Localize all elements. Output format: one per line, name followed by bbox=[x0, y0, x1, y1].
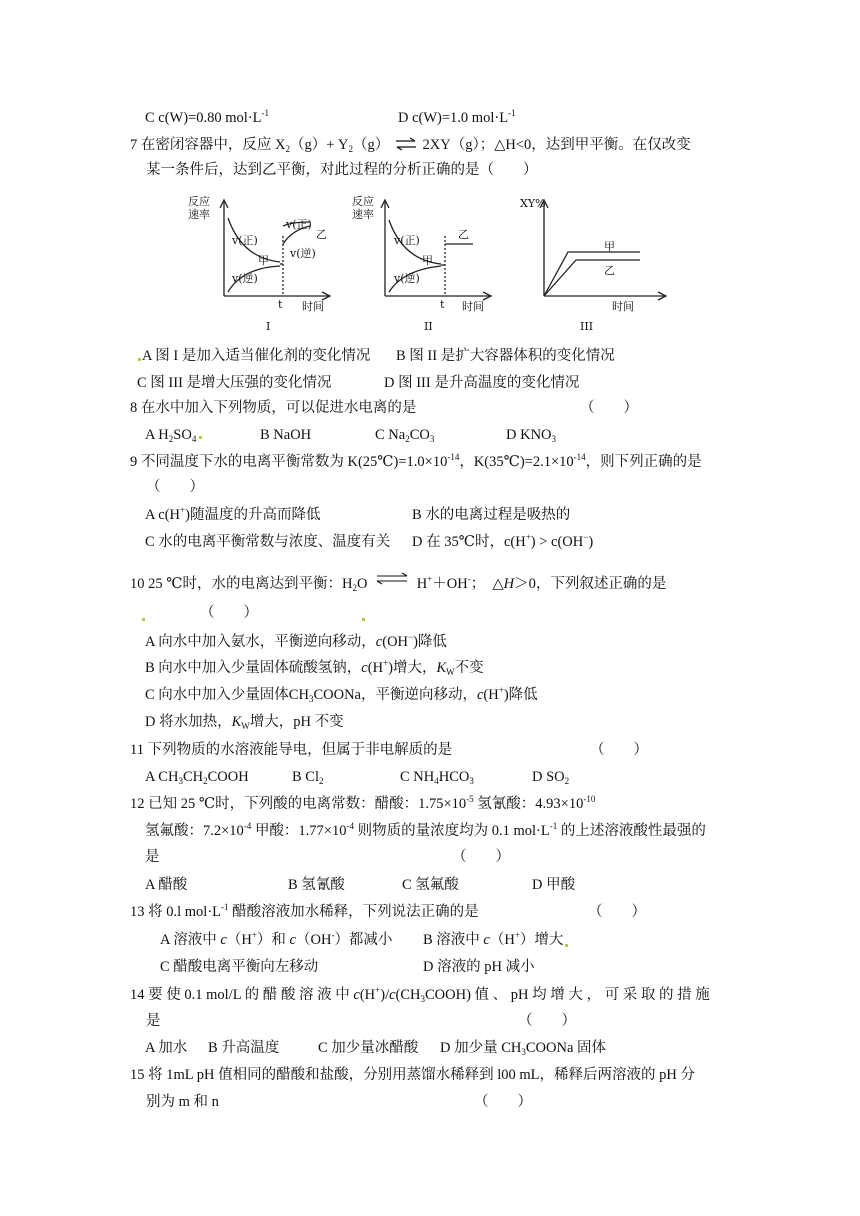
q11-answer-paren: （ ） bbox=[590, 742, 648, 758]
fig1-curve-label: v(正) bbox=[286, 218, 312, 231]
q7-option-d: D 图 III 是升高温度的变化情况 bbox=[384, 375, 580, 391]
fig2-curve-label: v(逆) bbox=[394, 272, 420, 285]
q15-stem-line2: 别为 m 和 n bbox=[146, 1094, 219, 1110]
scan-dot bbox=[138, 358, 141, 361]
q7-figure-3 bbox=[520, 196, 670, 336]
q12-option-a: A 醋酸 bbox=[145, 877, 188, 893]
q11-option-b: B $Cl_2$ bbox=[292, 769, 324, 786]
fig3-label: III bbox=[580, 320, 594, 333]
fig3-xlabel: 时间 bbox=[612, 300, 634, 313]
q7-option-c: C 图 III 是增大压强的变化情况 bbox=[137, 375, 332, 391]
q10-option-b: B 向水中加入少量固体硫酸氢钠，c(H+)增大，$K_W$不变 bbox=[145, 658, 484, 677]
q14-option-a: A 加水 bbox=[145, 1040, 188, 1056]
q11-option-c: C $NH_4HCO_3$ bbox=[400, 769, 474, 786]
fig3-state-jia: 甲 bbox=[604, 240, 615, 253]
q14-option-d: D 加少量 $CH_3COONa$ 固体 bbox=[440, 1040, 607, 1057]
q6-option-c: C c(W)=0.80 $mol\cdot L^{-1}$ bbox=[145, 108, 269, 126]
q8-stem: 8 在水中加入下列物质，可以促进水电离的是 bbox=[130, 400, 417, 416]
q6-option-d: D c(W)=1.0 $mol\cdot L^{-1}$ bbox=[398, 108, 516, 126]
q14-option-b: B 升高温度 bbox=[208, 1040, 280, 1056]
q8-option-c: C $Na_2CO_3$ bbox=[375, 427, 435, 444]
q10-option-c: C 向水中加入少量固体$CH_3COONa$，平衡逆向移动，c(H+)降低 bbox=[145, 685, 538, 704]
fig2-state-jia: 甲 bbox=[422, 254, 433, 267]
q12-stem-line2: 氢氟酸：$7.2\times 10^{-4}$ 甲酸：$1.77\times 10^{-4}$ 则物质的量浓度均为 0.1 $mol\cdot L^{-1}$ 的上述溶液酸性最强的 bbox=[145, 821, 706, 839]
fig3-state-yi: 乙 bbox=[604, 264, 615, 277]
q15-answer-paren: （ ） bbox=[474, 1094, 532, 1110]
q9-option-a: A c(H+)随温度的升高而降低 bbox=[145, 505, 321, 523]
q7-option-a: A 图 I 是加入适当催化剂的变化情况 bbox=[142, 348, 371, 364]
q8-option-b: B NaOH bbox=[260, 427, 312, 443]
q13-option-d: D 溶液的 pH 减小 bbox=[423, 959, 535, 975]
q12-stem-line1: 12 已知 25 ℃时，下列酸的电离常数：醋酸：$1.75\times 10^{-5}$ 氢氰酸：$4.93\times 10^{-10}$ bbox=[130, 794, 596, 812]
fig1-xlabel: 时间 bbox=[302, 300, 324, 313]
fig1-ylabel-1: 反应 bbox=[188, 195, 210, 208]
q9-option-d: D 在 35℃时，c(H+) > c(OH−) bbox=[412, 532, 594, 550]
q9-answer-paren: （ ） bbox=[146, 479, 204, 495]
q12-answer-paren: （ ） bbox=[452, 849, 510, 865]
q8-answer-paren: （ ） bbox=[580, 400, 638, 416]
q14-stem-line1: 14 要 使 0.1 mol/L 的 醋 酸 溶 液 中 $c(H^+)/c(CH_3COOH)$ 值 、 pH 均 增 大 ， 可 采 取 的 措 施 bbox=[130, 985, 710, 1004]
q7-stem-line2: 某一条件后，达到乙平衡，对此过程的分析正确的是（ ） bbox=[146, 162, 538, 178]
q9-stem: 9 不同温度下水的电离平衡常数为 $K(25℃)=1.0\times 10^{-14}$，$K(35℃)=2.1\times 10^{-14}$，则下列正确的是 bbox=[130, 452, 702, 470]
q9-option-b: B 水的电离过程是吸热的 bbox=[412, 507, 571, 523]
fig1-t-mark: t bbox=[278, 298, 283, 311]
q11-option-d: D $SO_2$ bbox=[532, 769, 570, 786]
q13-option-c: C 醋酸电离平衡向左移动 bbox=[160, 959, 319, 975]
q11-option-a: A $CH_3CH_2COOH$ bbox=[145, 769, 249, 786]
fig2-xlabel: 时间 bbox=[462, 300, 484, 313]
fig2-state-yi: 乙 bbox=[458, 228, 469, 241]
q13-option-a: A 溶液中 c（H+）和 c（OH-）都减小 bbox=[160, 930, 393, 948]
fig3-curve-jia bbox=[544, 252, 640, 296]
scan-dot bbox=[199, 436, 202, 439]
fig1-ylabel-2: 速率 bbox=[188, 208, 210, 221]
q7-stem-line1: 7 在密闭容器中，反应 $X_2(g)+ Y_2(g)$ 2XY（g）；△H<0，达到甲平衡。在仅改变 bbox=[130, 137, 691, 154]
q8-option-d: D $KNO_3$ bbox=[506, 427, 557, 444]
equilibrium-arrow-icon bbox=[395, 137, 417, 151]
q7-option-b: B 图 II 是扩大容器体积的变化情况 bbox=[396, 348, 615, 364]
q12-option-b: B 氢氰酸 bbox=[288, 877, 345, 893]
scan-dot bbox=[142, 618, 145, 621]
fig3-ylabel: XY% bbox=[520, 197, 546, 210]
q11-stem: 11 下列物质的水溶液能导电，但属于非电解质的是 bbox=[130, 742, 453, 758]
q14-option-c: C 加少量冰醋酸 bbox=[318, 1040, 419, 1056]
fig2-t-mark: t bbox=[440, 298, 445, 311]
q12-stem-line3: 是 bbox=[145, 849, 160, 865]
fig1-curve-label: v(逆) bbox=[290, 247, 316, 260]
q9-option-c: C 水的电离平衡常数与浓度、温度有关 bbox=[145, 534, 391, 550]
q14-answer-paren: （ ） bbox=[518, 1013, 576, 1029]
q10-answer-paren: （ ） bbox=[200, 605, 258, 621]
fig2-label: II bbox=[424, 320, 433, 333]
fig2-curve-label: v(正) bbox=[394, 234, 420, 247]
fig3-curve-yi bbox=[544, 260, 640, 296]
q10-stem: 10 25 ℃时，水的电离达到平衡：$H_2O$ H+＋OH-； △H＞0，下列叙述正确的是 bbox=[130, 574, 667, 593]
q10-option-a: A 向水中加入氨水，平衡逆向移动，c(OH−)降低 bbox=[145, 632, 447, 650]
q10-option-d: D 将水加热，$K_W$增大，pH 不变 bbox=[145, 714, 344, 731]
scan-dot bbox=[565, 944, 568, 947]
fig2-ylabel-1: 反应 bbox=[352, 195, 374, 208]
fig1-curve-label: v(逆) bbox=[232, 272, 258, 285]
q12-option-d: D 甲酸 bbox=[532, 877, 576, 893]
scan-dot bbox=[362, 618, 365, 621]
fig1-label: I bbox=[266, 320, 271, 333]
fig1-state-jia: 甲 bbox=[258, 254, 269, 267]
q12-option-c: C 氢氟酸 bbox=[402, 877, 459, 893]
fig2-ylabel-2: 速率 bbox=[352, 208, 374, 221]
fig1-curve-label: v(正) bbox=[232, 234, 258, 247]
q8-option-a: A $H_2SO_4$ bbox=[145, 427, 197, 444]
fig1-state-yi: 乙 bbox=[316, 228, 327, 241]
q13-stem: 13 将 0.l $mol\cdot L^{-1}$ 醋酸溶液加水稀释，下列说法正确的是 bbox=[130, 902, 479, 920]
q14-stem-line2: 是 bbox=[146, 1013, 161, 1029]
q13-option-b: B 溶液中 c（H+）增大 bbox=[423, 930, 564, 948]
q15-stem-line1: 15 将 1mL pH 值相同的醋酸和盐酸，分别用蒸馏水稀释到 l00 mL，稀释后两溶液的 pH 分 bbox=[130, 1067, 695, 1083]
q13-answer-paren: （ ） bbox=[588, 904, 646, 920]
equilibrium-arrow-icon bbox=[375, 572, 409, 586]
